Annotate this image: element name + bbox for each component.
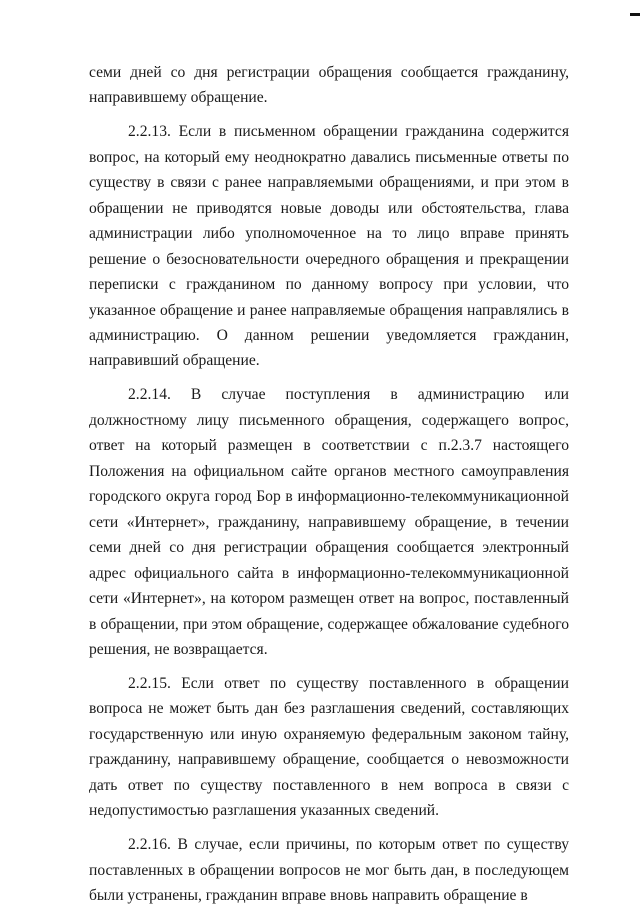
continuation-paragraph: семи дней со дня регистрации обращения сообщается гражданину, направившему обращение.	[89, 64, 569, 107]
corner-mark	[630, 13, 640, 16]
paragraph-2-2-15: 2.2.15. Если ответ по существу поставленного в обращении вопроса не может быть дан без разглашения сведений, составляющих государственную или иную охраняемую федеральным законом тайну, гражданину, направившему обращение, сообщается о невозможности дать ответ по существу поставленного в нем вопроса в связи с недопустимостью разглашения указанных сведений.	[89, 674, 569, 820]
paragraph-2-2-14: 2.2.14. В случае поступления в администрацию или должностному лицу письменного обращения, содержащего вопрос, ответ на который размещен в соответствии с п.2.3.7 настоящего Положения на официальном сайте органов местного самоуправления городского округа город Бор в информационно-телекоммуникационной сети «Интернет», гражданину, направившему обращение, в течении семи дней со дня регистрации обращения сообщается электронный адрес официального сайта в информационно-телекоммуникационной сети «Интернет», на котором размещен ответ на вопрос, поставленный в обращении, при этом обращение, содержащее обжалование судебного решения, не возвращается.	[89, 386, 569, 658]
paragraph-2-2-16: 2.2.16. В случае, если причины, по которым ответ по существу поставленных в обращении вопросов не мог быть дан, в последующем были устранены, гражданин вправе вновь направить обращение в	[89, 836, 569, 905]
document-body	[89, 60, 569, 909]
paragraph-2-2-13: 2.2.13. Если в письменном обращении гражданина содержится вопрос, на который ему неоднократно давались письменные ответы по существу в связи с ранее направляемыми обращениями, и при этом в обращении не приводятся новые доводы или обстоятельства, глава администрации либо уполномоченное на то лицо вправе принять решение о безосновательности очередного обращения и прекращении переписки с гражданином по данному вопросу при условии, что указанное обращение и ранее направляемые обращения направлялись в администрацию. О данном решении уведомляется гражданин, направивший обращение.	[89, 123, 569, 370]
